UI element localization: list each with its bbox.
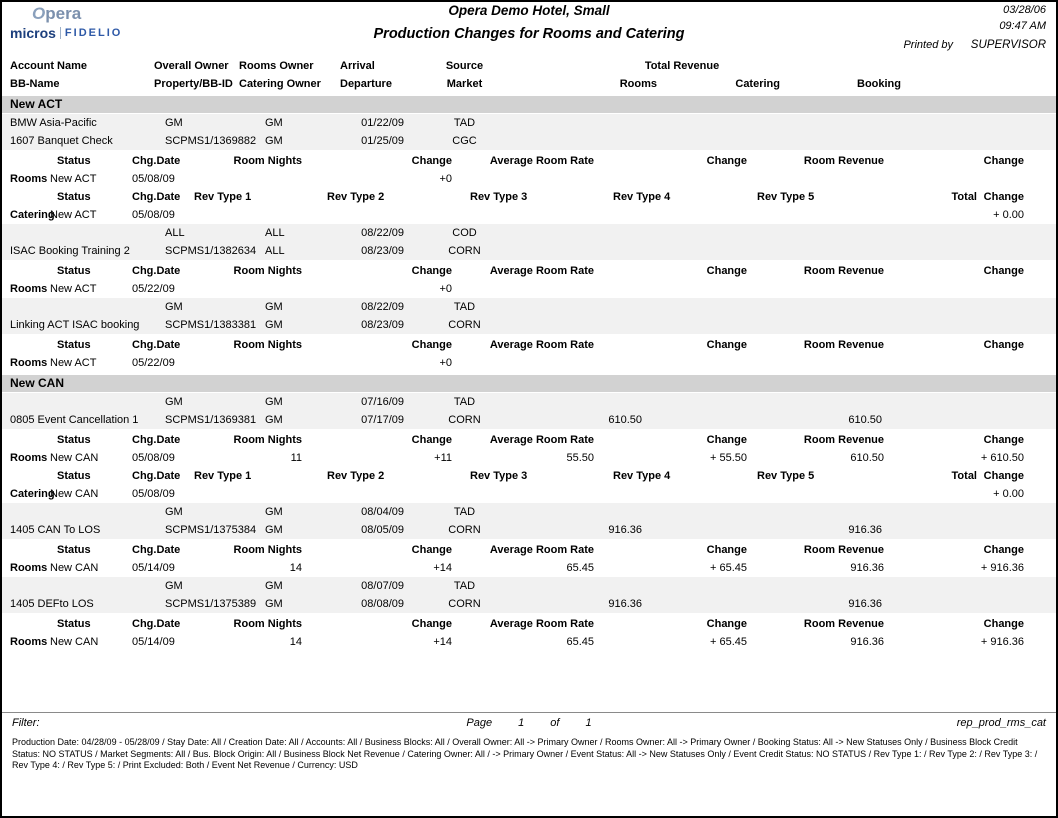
catering-chg-date: 05/08/09: [132, 209, 175, 221]
subcol-avg-room-rate: Average Room Rate: [489, 155, 594, 167]
rooms-status: New ACT: [50, 283, 97, 295]
account-band: [2, 298, 1056, 334]
departure-date: 08/08/09: [361, 598, 404, 610]
subcol-change: Change: [983, 470, 1024, 482]
catering-data-row: [2, 206, 1056, 224]
arrival-date: 07/16/09: [361, 396, 404, 408]
col-rooms-owner: Rooms Owner: [239, 60, 314, 72]
property-bb-id: SCPMS1/1369882: [165, 135, 257, 147]
print-time: 09:47 AM: [999, 20, 1046, 32]
catering-chg-date: 05/08/09: [132, 488, 175, 500]
arrival-date: 08/22/09: [361, 301, 404, 313]
account-row-1: [2, 114, 1056, 132]
account-row-2: [2, 521, 1056, 539]
col-total-revenue: Total Revenue: [644, 60, 720, 72]
source-code: TAD: [453, 301, 476, 313]
source-code: TAD: [453, 117, 476, 129]
account-row-1: [2, 224, 1056, 242]
catering-subheader-row: [2, 467, 1056, 485]
col-rev-catering: Catering: [735, 78, 780, 90]
subcol-change: Change: [411, 618, 452, 630]
subcol-change: Change: [706, 339, 747, 351]
rooms-revenue-change: + 610.50: [980, 452, 1024, 464]
source-code: TAD: [453, 506, 476, 518]
page-label: Page: [466, 717, 493, 729]
subcol-chg-date: Chg.Date: [132, 434, 181, 446]
subcol-rev-type-3: Rev Type 3: [470, 470, 528, 482]
col-rev-rooms: Rooms: [619, 78, 657, 90]
source-code: TAD: [453, 580, 476, 592]
overall-owner: GM: [165, 117, 183, 129]
property-bb-id: SCPMS1/1375384: [165, 524, 257, 536]
account-row-2: [2, 242, 1056, 260]
property-bb-id: SCPMS1/1375389: [165, 598, 257, 610]
report-body: [2, 96, 1056, 651]
catering-owner: GM: [265, 135, 283, 147]
booking-block: [2, 114, 1056, 224]
rooms-room-nights: 14: [289, 562, 302, 574]
subcol-total: Total: [951, 470, 977, 482]
total-rooms-revenue: 916.36: [608, 598, 642, 610]
property-bb-id: SCPMS1/1383381: [165, 319, 257, 331]
subcol-room-nights: Room Nights: [233, 155, 302, 167]
rooms-revenue: 916.36: [850, 562, 884, 574]
overall-owner: GM: [165, 301, 183, 313]
col-rev-booking: Booking: [857, 78, 901, 90]
market-code: CORN: [448, 524, 481, 536]
subcol-change: Change: [706, 434, 747, 446]
subcol-room-revenue: Room Revenue: [803, 618, 884, 630]
subcol-change: Change: [983, 544, 1024, 556]
subcol-avg-room-rate: Average Room Rate: [489, 618, 594, 630]
account-band: [2, 224, 1056, 260]
total-rooms-revenue: 916.36: [608, 524, 642, 536]
subcol-avg-room-rate: Average Room Rate: [489, 339, 594, 351]
rooms-owner: GM: [265, 117, 283, 129]
rooms-avg-rate: 65.45: [566, 562, 594, 574]
rooms-status: New CAN: [50, 452, 99, 464]
rooms-subheader-row: [2, 336, 1056, 354]
col-bb-name: BB-Name: [10, 78, 60, 90]
rooms-row-label: Rooms: [10, 562, 48, 574]
catering-owner: GM: [265, 598, 283, 610]
rooms-chg-date: 05/14/09: [132, 636, 175, 648]
subcol-chg-date: Chg.Date: [132, 544, 181, 556]
account-row-1: [2, 577, 1056, 595]
total-pages: 1: [585, 717, 592, 729]
rooms-nights-change: +14: [433, 562, 452, 574]
rooms-subheader-row: [2, 615, 1056, 633]
overall-owner: GM: [165, 506, 183, 518]
printed-by-label: Printed by: [903, 39, 953, 51]
filter-label: Filter:: [12, 717, 40, 729]
rooms-revenue-change: + 916.36: [980, 636, 1024, 648]
subcol-change: Change: [706, 544, 747, 556]
rooms-subheader-row: [2, 152, 1056, 170]
catering-total-change: + 0.00: [993, 488, 1024, 500]
property-bb-id: SCPMS1/1382634: [165, 245, 257, 257]
account-band: [2, 393, 1056, 429]
rooms-revenue: 916.36: [850, 636, 884, 648]
subcol-status: Status: [57, 434, 91, 446]
departure-date: 07/17/09: [361, 414, 404, 426]
subcol-room-nights: Room Nights: [233, 339, 302, 351]
bb-name: Linking ACT ISAC booking: [10, 319, 140, 331]
account-row-1: [2, 503, 1056, 521]
property-bb-id: SCPMS1/1369381: [165, 414, 257, 426]
total-booking-revenue: 610.50: [848, 414, 882, 426]
subcol-status: Status: [57, 339, 91, 351]
page-number: 1: [518, 717, 525, 729]
overall-owner: GM: [165, 580, 183, 592]
col-catering-owner: Catering Owner: [239, 78, 321, 90]
rooms-row-label: Rooms: [10, 636, 48, 648]
report-id: rep_prod_rms_cat: [956, 717, 1046, 729]
departure-date: 08/05/09: [361, 524, 404, 536]
bb-name: ISAC Booking Training 2: [10, 245, 130, 257]
subcol-rev-type-4: Rev Type 4: [613, 470, 671, 482]
rooms-avg-rate: 65.45: [566, 636, 594, 648]
subcol-rev-type-4: Rev Type 4: [613, 191, 671, 203]
table-column-headers: [2, 57, 1056, 93]
market-code: CORN: [448, 598, 481, 610]
subcol-room-revenue: Room Revenue: [803, 265, 884, 277]
col-source: Source: [445, 60, 484, 72]
subcol-status: Status: [57, 265, 91, 277]
column-header-row-1: [2, 57, 1056, 75]
subcol-room-nights: Room Nights: [233, 434, 302, 446]
rooms-owner: GM: [265, 396, 283, 408]
departure-date: 08/23/09: [361, 319, 404, 331]
arrival-date: 08/07/09: [361, 580, 404, 592]
account-row-1: [2, 393, 1056, 411]
rooms-subheader-row: [2, 262, 1056, 280]
subcol-rev-type-5: Rev Type 5: [757, 191, 815, 203]
catering-subheader-row: [2, 188, 1056, 206]
subcol-room-revenue: Room Revenue: [803, 544, 884, 556]
subcol-avg-room-rate: Average Room Rate: [489, 544, 594, 556]
subcol-change: Change: [411, 155, 452, 167]
rooms-chg-date: 05/14/09: [132, 562, 175, 574]
subcol-room-revenue: Room Revenue: [803, 434, 884, 446]
arrival-date: 08/04/09: [361, 506, 404, 518]
opera-logo-text: Opera: [32, 4, 82, 23]
overall-owner: GM: [165, 396, 183, 408]
rooms-status: New ACT: [50, 173, 97, 185]
subcol-change: Change: [411, 339, 452, 351]
bb-name: 1405 CAN To LOS: [10, 524, 101, 536]
market-code: CORN: [448, 414, 481, 426]
rooms-row-label: Rooms: [10, 357, 48, 369]
rooms-revenue: 610.50: [850, 452, 884, 464]
subcol-chg-date: Chg.Date: [132, 191, 181, 203]
account-band: [2, 114, 1056, 150]
booking-block: [2, 577, 1056, 651]
market-code: CORN: [448, 245, 481, 257]
report-title: Production Changes for Rooms and Catering: [373, 26, 685, 42]
rooms-revenue-change: + 916.36: [980, 562, 1024, 574]
subcol-change: Change: [411, 544, 452, 556]
hotel-name: Opera Demo Hotel, Small: [448, 3, 610, 18]
departure-date: 08/23/09: [361, 245, 404, 257]
subcol-room-nights: Room Nights: [233, 265, 302, 277]
departure-date: 01/25/09: [361, 135, 404, 147]
rooms-data-row: [2, 633, 1056, 651]
bb-name: 0805 Event Cancellation 1: [10, 414, 139, 426]
rooms-row-label: Rooms: [10, 173, 48, 185]
subcol-change: Change: [983, 265, 1024, 277]
subcol-total: Total: [951, 191, 977, 203]
report-header: [2, 2, 1056, 57]
total-booking-revenue: 916.36: [848, 598, 882, 610]
rooms-chg-date: 05/08/09: [132, 452, 175, 464]
subcol-rev-type-2: Rev Type 2: [327, 470, 385, 482]
col-overall-owner: Overall Owner: [154, 60, 229, 72]
rooms-owner: GM: [265, 580, 283, 592]
catering-row-label: Catering: [10, 488, 55, 500]
overall-owner: ALL: [165, 227, 185, 239]
subcol-change: Change: [983, 434, 1024, 446]
subcol-status: Status: [57, 618, 91, 630]
catering-owner: GM: [265, 319, 283, 331]
micros-logo-text: micros: [10, 25, 56, 41]
subcol-room-revenue: Room Revenue: [803, 155, 884, 167]
rooms-avg-rate: 55.50: [566, 452, 594, 464]
booking-block: [2, 298, 1056, 372]
col-market: Market: [446, 78, 483, 90]
rooms-row-label: Rooms: [10, 452, 48, 464]
printed-by-value: SUPERVISOR: [970, 39, 1046, 51]
subcol-status: Status: [57, 191, 91, 203]
catering-owner: ALL: [265, 245, 285, 257]
account-band: [2, 577, 1056, 613]
rooms-nights-change: +0: [439, 357, 452, 369]
subcol-rev-type-1: Rev Type 1: [194, 191, 252, 203]
page-indicator: [2, 717, 1056, 729]
section-header-new-can: New CAN: [2, 375, 1056, 392]
rooms-subheader-row: [2, 431, 1056, 449]
subcol-change: Change: [983, 339, 1024, 351]
source-code: TAD: [453, 396, 476, 408]
rooms-nights-change: +0: [439, 283, 452, 295]
subcol-avg-room-rate: Average Room Rate: [489, 434, 594, 446]
rooms-data-row: [2, 449, 1056, 467]
col-departure: Departure: [340, 78, 392, 90]
rooms-chg-date: 05/22/09: [132, 357, 175, 369]
arrival-date: 08/22/09: [361, 227, 404, 239]
account-row-2: [2, 595, 1056, 613]
subcol-change: Change: [983, 191, 1024, 203]
subcol-rev-type-5: Rev Type 5: [757, 470, 815, 482]
fidelio-logo-text: FIDELIO: [64, 27, 123, 39]
subcol-rev-type-1: Rev Type 1: [194, 470, 252, 482]
subcol-change: Change: [706, 265, 747, 277]
rooms-status: New ACT: [50, 357, 97, 369]
account-row-1: [2, 298, 1056, 316]
account-row-2: [2, 132, 1056, 150]
subcol-change: Change: [706, 155, 747, 167]
col-property-bb-id: Property/BB-ID: [154, 78, 233, 90]
rooms-chg-date: 05/08/09: [132, 173, 175, 185]
catering-status: New ACT: [50, 209, 97, 221]
subcol-room-nights: Room Nights: [233, 618, 302, 630]
subcol-rev-type-3: Rev Type 3: [470, 191, 528, 203]
rooms-owner: ALL: [265, 227, 285, 239]
rooms-subheader-row: [2, 541, 1056, 559]
subcol-rev-type-2: Rev Type 2: [327, 191, 385, 203]
subcol-room-nights: Room Nights: [233, 544, 302, 556]
account-row-2: [2, 316, 1056, 334]
subcol-change: Change: [983, 618, 1024, 630]
rooms-rate-change: + 55.50: [709, 452, 747, 464]
subcol-change: Change: [411, 434, 452, 446]
rooms-data-row: [2, 354, 1056, 372]
rooms-nights-change: +0: [439, 173, 452, 185]
of-label: of: [550, 717, 560, 729]
rooms-owner: GM: [265, 506, 283, 518]
arrival-date: 01/22/09: [361, 117, 404, 129]
booking-block: [2, 224, 1056, 298]
market-code: CGC: [452, 135, 477, 147]
rooms-nights-change: +11: [434, 452, 452, 464]
col-arrival: Arrival: [340, 60, 375, 72]
catering-total-change: + 0.00: [993, 209, 1024, 221]
rooms-room-nights: 11: [290, 452, 302, 464]
account-name: BMW Asia-Pacific: [10, 117, 97, 129]
subcol-change: Change: [983, 155, 1024, 167]
subcol-status: Status: [57, 470, 91, 482]
account-band: [2, 503, 1056, 539]
total-booking-revenue: 916.36: [848, 524, 882, 536]
subcol-avg-room-rate: Average Room Rate: [489, 265, 594, 277]
catering-owner: GM: [265, 414, 283, 426]
print-date: 03/28/06: [1003, 4, 1046, 16]
bb-name: 1405 DEFto LOS: [10, 598, 94, 610]
catering-owner: GM: [265, 524, 283, 536]
rooms-rate-change: + 65.45: [709, 562, 747, 574]
subcol-chg-date: Chg.Date: [132, 339, 181, 351]
rooms-owner: GM: [265, 301, 283, 313]
col-account-name: Account Name: [10, 60, 88, 72]
subcol-change: Change: [706, 618, 747, 630]
filter-criteria-text: Production Date: 04/28/09 - 05/28/09 / Stay Date: All / Creation Date: All / Accounts: All / Business Blocks: All / Overall Owner: All -> Primary Owner / Rooms Owner: All -> Primary Owner / Booking Status: All -> New Statuses Only / Business Block Credit Status: NO STATUS / Market Segments: All / Bus. Block Origin: All / Business Block Net Revenue / Catering Owner: All / -> Primary Owner / Event Status: All -> New Statuses Only / Event Credit Status: NO STATUS / Rev Type 1: / Rev Type 2: / Rev Type 3: / Rev Type 4: / Rev Type 5: / Print Excluded: Both / Event Net Revenue / Currency: USD: [12, 737, 1038, 770]
rooms-nights-change: +14: [433, 636, 452, 648]
rooms-status: New CAN: [50, 636, 99, 648]
rooms-chg-date: 05/22/09: [132, 283, 175, 295]
rooms-room-nights: 14: [289, 636, 302, 648]
catering-row-label: Catering: [10, 209, 55, 221]
column-header-row-2: [2, 75, 1056, 93]
subcol-chg-date: Chg.Date: [132, 470, 181, 482]
subcol-chg-date: Chg.Date: [132, 155, 181, 167]
report-footer: [2, 712, 1056, 772]
subcol-room-revenue: Room Revenue: [803, 339, 884, 351]
rooms-data-row: [2, 559, 1056, 577]
rooms-rate-change: + 65.45: [709, 636, 747, 648]
rooms-status: New CAN: [50, 562, 99, 574]
rooms-data-row: [2, 170, 1056, 188]
section-header-new-act: New ACT: [2, 96, 1056, 113]
subcol-chg-date: Chg.Date: [132, 618, 181, 630]
account-row-2: [2, 411, 1056, 429]
source-code: COD: [452, 227, 477, 239]
catering-status: New CAN: [50, 488, 99, 500]
subcol-status: Status: [57, 155, 91, 167]
catering-data-row: [2, 485, 1056, 503]
footer-meta-line: [2, 713, 1056, 733]
subcol-chg-date: Chg.Date: [132, 265, 181, 277]
market-code: CORN: [448, 319, 481, 331]
rooms-data-row: [2, 280, 1056, 298]
rooms-row-label: Rooms: [10, 283, 48, 295]
bb-name: 1607 Banquet Check: [10, 135, 113, 147]
subcol-change: Change: [411, 265, 452, 277]
total-rooms-revenue: 610.50: [608, 414, 642, 426]
booking-block: [2, 393, 1056, 503]
booking-block: [2, 503, 1056, 577]
subcol-status: Status: [57, 544, 91, 556]
